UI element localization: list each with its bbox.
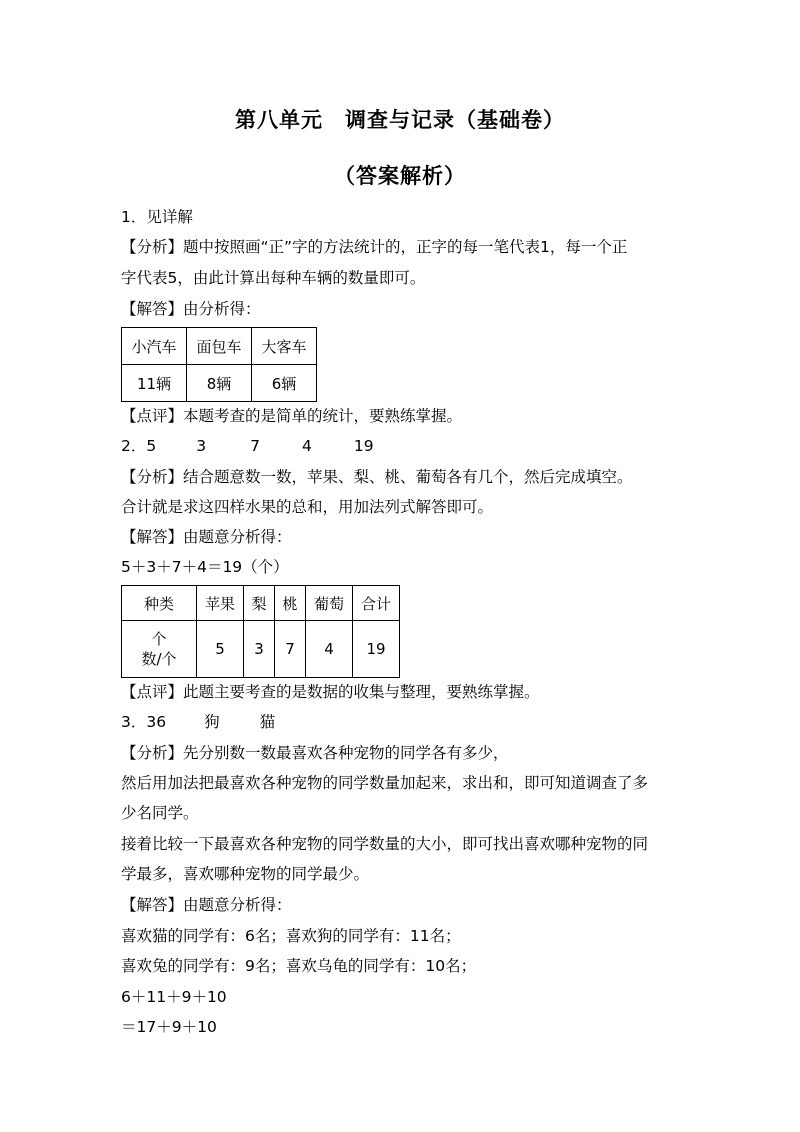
table-cell: 面包车 (187, 328, 252, 365)
q3-answer-3: 猫 (259, 713, 276, 731)
q2-answer-4: 4 (301, 437, 312, 455)
q2-head (121, 436, 374, 456)
table-row (122, 365, 317, 402)
table-cell: 6辆 (252, 365, 317, 402)
fruit-count-table (121, 585, 400, 678)
table-cell: 5 (197, 621, 244, 678)
q2-analysis-line-1: 【分析】结合题意数一数，苹果、梨、桃、葡萄各有几个，然后完成填空。 (121, 468, 633, 486)
q1-head: 1．见详解 (121, 208, 193, 226)
q3-analysis-line-4: 接着比较一下最喜欢各种宠物的同学数量的大小，即可找出喜欢哪种宠物的同 (121, 835, 649, 853)
table-header-row (122, 328, 317, 365)
table-cell: 4 (306, 621, 353, 678)
q3-analysis-line-2: 然后用加法把最喜欢各种宠物的同学数量加起来，求出和，即可知道调查了多 (121, 774, 649, 792)
table-cell: 小汽车 (122, 328, 187, 365)
table-cell: 8辆 (187, 365, 252, 402)
table-row-label (122, 621, 197, 678)
q2-answer-5: 19 (353, 437, 374, 455)
q3-data-line-1: 喜欢猫的同学有：6名；喜欢狗的同学有：11名； (121, 927, 461, 945)
q1-analysis-line-1: 【分析】题中按照画“正”字的方法统计的，正字的每一笔代表1，每一个正 (121, 238, 628, 256)
table-cell: 19 (353, 621, 400, 678)
table-cell: 大客车 (252, 328, 317, 365)
q1-solution-label: 【解答】由分析得： (121, 300, 261, 318)
vehicle-count-table (121, 327, 317, 402)
q2-analysis-line-2: 合计就是求这四样水果的总和，用加法列式解答即可。 (121, 498, 494, 516)
table-cell: 梨 (244, 586, 275, 621)
q3-equation-line-1: 6＋11＋9＋10 (121, 988, 227, 1006)
q3-equation-line-2: ＝17＋9＋10 (121, 1018, 217, 1036)
table-header-row (122, 586, 400, 621)
q2-answer-1: 2．5 (121, 437, 157, 455)
table-cell: 7 (275, 621, 306, 678)
table-row (122, 621, 400, 678)
q3-data-line-2: 喜欢兔的同学有：9名；喜欢乌龟的同学有：10名； (121, 957, 477, 975)
table-cell: 葡萄 (306, 586, 353, 621)
page-title: 第八单元 调查与记录（基础卷） (235, 108, 565, 132)
q2-solution-label: 【解答】由题意分析得： (121, 528, 292, 546)
q3-answer-2: 狗 (204, 713, 220, 731)
q2-answer-3: 7 (250, 437, 260, 455)
q3-analysis-line-5: 学最多，喜欢哪种宠物的同学最少。 (121, 865, 370, 883)
q3-analysis-line-1: 【分析】先分别数一数最喜欢各种宠物的同学各有多少， (121, 744, 509, 762)
q1-analysis-line-2: 字代表5，由此计算出每种车辆的数量即可。 (121, 269, 426, 287)
q3-answer-1: 3．36 (121, 713, 167, 731)
page-subtitle: （答案解析） (334, 164, 466, 188)
q1-comment: 【点评】本题考查的是简单的统计，要熟练掌握。 (121, 407, 463, 425)
table-cell: 11辆 (122, 365, 187, 402)
table-cell: 3 (244, 621, 275, 678)
q3-analysis-line-3: 少名同学。 (121, 804, 199, 822)
row-label-line-1: 个 (151, 630, 167, 648)
table-cell: 桃 (275, 586, 306, 621)
q2-equation: 5＋3＋7＋4＝19（个） (121, 558, 289, 576)
q3-head (121, 712, 275, 732)
table-cell: 苹果 (197, 586, 244, 621)
q3-solution-label: 【解答】由题意分析得： (121, 896, 292, 914)
q2-answer-2: 3 (196, 437, 207, 455)
table-cell: 种类 (122, 586, 197, 621)
row-label-line-2: 数/个 (141, 650, 177, 668)
q2-comment: 【点评】此题主要考查的是数据的收集与整理，要熟练掌握。 (121, 683, 540, 701)
table-cell: 合计 (353, 586, 400, 621)
